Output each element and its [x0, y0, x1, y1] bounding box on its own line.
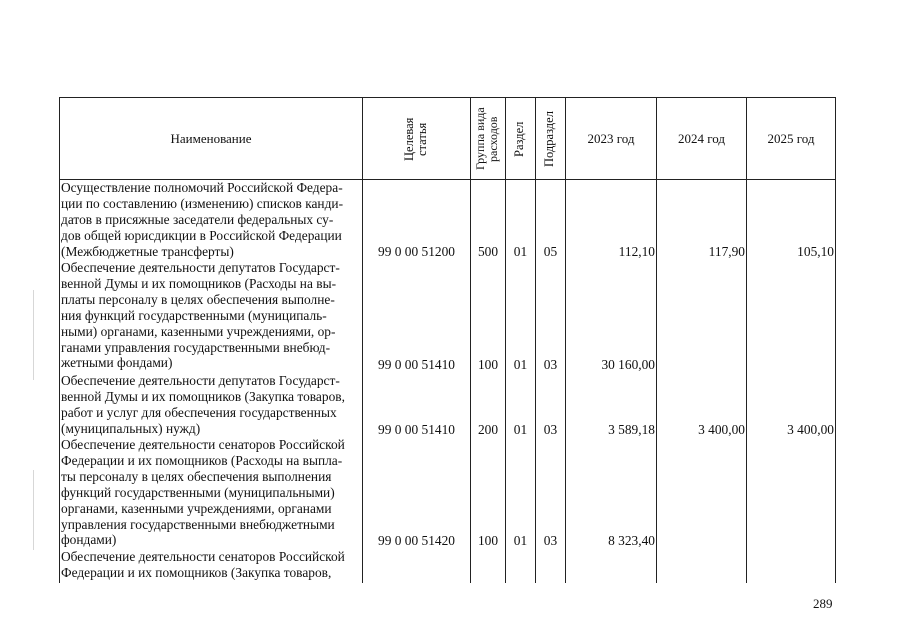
scan-edge-mark	[33, 470, 34, 550]
description-line: (муниципальных) нужд)	[61, 420, 201, 436]
scan-edge-mark	[33, 290, 34, 380]
description-line: платы персоналу в целях обеспечения выполне-	[61, 291, 335, 307]
expense-group-cell: 200	[477, 422, 499, 437]
description-line: Обеспечение деятельности сенаторов Российской	[61, 437, 345, 452]
description-line: Обеспечение деятельности депутатов Государст-	[61, 373, 340, 388]
header-name	[60, 97, 362, 180]
table-row-description	[61, 180, 361, 260]
description-line: Обеспечение деятельности сенаторов Российской	[61, 549, 345, 564]
subsection-cell: 03	[543, 357, 558, 372]
header-target-item-text: Целевая статья	[401, 116, 429, 161]
description-line: ты персоналу в целях обеспечения выполнения	[61, 468, 332, 484]
description-line: венной Думы и их помощников (Закупка товаров,	[61, 388, 345, 404]
target-item-cell: 99 0 00 51410	[378, 357, 455, 372]
table-row-description	[61, 549, 361, 581]
header-expense-group-text: Группа вида расходов	[473, 107, 500, 170]
description-line: Осуществление полномочий Российской Федера-	[61, 180, 343, 195]
expense-group-cell: 100	[477, 533, 499, 548]
description-line: Федерации и их помощников (Расходы на выпла-	[61, 452, 343, 468]
description-line: работ и услуг для обеспечения государственных	[61, 404, 337, 420]
header-expense-group	[471, 97, 505, 180]
col-border	[835, 97, 836, 583]
header-section-text: Раздел	[511, 120, 526, 157]
amount-2023-cell: 3 589,18	[608, 422, 655, 437]
description-line: функций государственными (муниципальными)	[61, 484, 335, 500]
description-line: дов общей юрисдикции в Российской Федерации	[61, 227, 342, 243]
description-line: управления государственными внебюджетными	[61, 516, 335, 532]
amount-2023-cell: 8 323,40	[608, 533, 655, 548]
table-row-description	[61, 373, 361, 437]
description-line: (Межбюджетные трансферты)	[61, 243, 234, 259]
header-2023-text: 2023 год	[587, 130, 635, 146]
section-cell: 01	[513, 533, 528, 548]
amount-2024-cell: 3 400,00	[698, 422, 745, 437]
description-line: датов в присяжные заседатели федеральных су-	[61, 211, 334, 227]
header-2024-text: 2024 год	[678, 130, 725, 146]
description-line: жетными фондами)	[61, 355, 173, 371]
description-line: ния функций государственными (муниципаль-	[61, 307, 327, 323]
table-row-description	[61, 437, 361, 548]
description-line: фондами)	[61, 532, 117, 548]
target-item-cell: 99 0 00 51410	[378, 422, 455, 437]
header-2025	[747, 97, 835, 180]
table-row-description	[61, 260, 361, 371]
description-line: ции по составлению (изменению) списков канди-	[61, 195, 344, 211]
subsection-cell: 05	[543, 244, 558, 259]
subsection-cell: 03	[543, 422, 558, 437]
header-2024	[657, 97, 746, 180]
header-target-item	[363, 97, 470, 180]
section-cell: 01	[513, 244, 528, 259]
header-name-text: Наименование	[170, 130, 252, 146]
amount-2023-cell: 30 160,00	[601, 357, 655, 372]
description-line: ными) органами, казенными учреждениями, ор-	[61, 323, 336, 339]
header-2023	[566, 97, 656, 180]
description-line: органами, казенными учреждениями, органами	[61, 500, 332, 516]
expense-group-cell: 500	[477, 244, 499, 259]
target-item-cell: 99 0 00 51200	[378, 244, 455, 259]
amount-2025-cell: 105,10	[797, 244, 834, 259]
section-cell: 01	[513, 422, 528, 437]
description-line: Федерации и их помощников (Закупка товаров,	[61, 564, 332, 580]
header-subsection-text: Подраздел	[541, 110, 556, 167]
section-cell: 01	[513, 357, 528, 372]
amount-2024-cell: 117,90	[708, 244, 745, 259]
description-line: ганами управления государственными внебюд-	[61, 339, 331, 355]
expense-group-cell: 100	[477, 357, 499, 372]
header-subsection	[536, 97, 565, 180]
page-number: 289	[813, 596, 833, 611]
subsection-cell: 03	[543, 533, 558, 548]
description-line: Обеспечение деятельности депутатов Государст-	[61, 260, 340, 275]
header-2025-text: 2025 год	[767, 130, 815, 146]
amount-2023-cell: 112,10	[618, 244, 655, 259]
header-section	[506, 97, 535, 180]
target-item-cell: 99 0 00 51420	[378, 533, 455, 548]
amount-2025-cell: 3 400,00	[787, 422, 834, 437]
description-line: венной Думы и их помощников (Расходы на вы-	[61, 275, 337, 291]
